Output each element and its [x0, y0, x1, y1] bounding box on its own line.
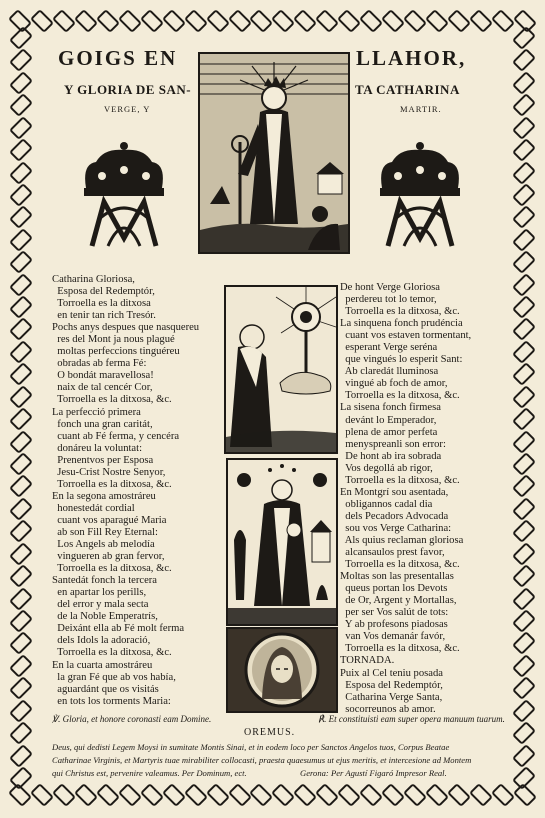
- chain-link: [381, 9, 405, 33]
- crown-icon: [78, 140, 170, 252]
- crown-icon: [374, 140, 466, 252]
- chain-link: [512, 587, 536, 611]
- chain-link: [9, 250, 33, 274]
- chain-link: [512, 474, 536, 498]
- chain-link: [512, 183, 536, 207]
- verse-line: Esposa del Redemptór,: [340, 679, 443, 691]
- verses-left-column: [52, 274, 222, 708]
- chain-link: [206, 9, 230, 33]
- chain-link: [162, 9, 186, 33]
- chain-link: [403, 9, 427, 33]
- border-left: [8, 28, 34, 788]
- chain-link: [512, 542, 536, 566]
- verse-line: obradas ab ferma Fé:: [52, 358, 147, 370]
- border-right: [511, 28, 537, 788]
- chain-link: [469, 783, 493, 807]
- chain-link: [512, 48, 536, 72]
- chain-link: [512, 138, 536, 162]
- verse-line: en apartar los perills,: [52, 587, 147, 599]
- chain-link: [271, 783, 295, 807]
- verse-line: Catharina Verge Santa,: [340, 691, 443, 703]
- chain-link: [381, 783, 405, 807]
- chain-link: [52, 783, 76, 807]
- chain-link: [9, 385, 33, 409]
- chain-link: [512, 519, 536, 543]
- chain-link: [9, 362, 33, 386]
- chain-link: [512, 295, 536, 319]
- prayer-line-2: Catharinae Virginis, et Martyris tuae mirabiliter collocasti, praesta quaesumus ut ejus meritis, et intercesione ad Montem: [52, 755, 472, 765]
- prayer-line-3: qui Christus est, pervenire valeamus. Per Dominum, ect.: [52, 768, 247, 778]
- chain-link: [425, 783, 449, 807]
- verse-line: cuant vos aparagué Maria: [52, 514, 167, 526]
- verse-line: honestedát cordial: [52, 502, 135, 514]
- chain-link: [512, 430, 536, 454]
- chain-link: [512, 250, 536, 274]
- verse-line: En Montgrí sou asentada,: [340, 486, 449, 498]
- title-right-line2: TA CATHARINA: [355, 82, 460, 97]
- verse-line: devánt lo Emperador,: [340, 414, 437, 426]
- chain-link: [512, 452, 536, 476]
- chain-link: [359, 783, 383, 807]
- chain-link: [512, 631, 536, 655]
- crown-monogram-left: [78, 140, 170, 256]
- chain-link: [512, 564, 536, 588]
- chain-link: [512, 699, 536, 723]
- verse-line: Torroella es la ditxosa, &c.: [52, 563, 172, 575]
- woodcut-virgin-and-child: [226, 458, 338, 626]
- chain-link: [512, 362, 536, 386]
- title-left-line3: VERGE, Y: [104, 104, 151, 114]
- verse-line: Santedát fonch la tercera: [52, 575, 157, 587]
- verse-line: De hont Verge Gloriosa: [340, 282, 440, 293]
- chain-link: [512, 317, 536, 341]
- chain-link: [184, 783, 208, 807]
- chain-link: [9, 71, 33, 95]
- chain-link: [9, 474, 33, 498]
- chain-link: [9, 116, 33, 140]
- chain-link: [447, 9, 471, 33]
- chain-link: [512, 385, 536, 409]
- verse-line: Torroella es la ditxosa, &c.: [340, 390, 460, 402]
- verses-right-column: [340, 282, 500, 716]
- chain-link: [74, 9, 98, 33]
- title-left-line1: GOIGS EN: [58, 46, 178, 70]
- chain-link: [293, 783, 317, 807]
- verse-line: Ab claredát lluminosa: [340, 366, 439, 378]
- verse-line: Torroella es la ditxosa, &c.: [52, 478, 172, 490]
- verse-line: aguardánt que os visitás: [52, 683, 159, 695]
- chain-link: [74, 783, 98, 807]
- chain-link: [9, 519, 33, 543]
- verse-line: de la Noble Emperatrís,: [52, 611, 158, 623]
- verse-line: Catharina Gloriosa,: [52, 274, 135, 285]
- response-right: ℟. Et constituisti eam super opera manuum tuarum.: [318, 714, 505, 724]
- verse-line: Torroella es la ditxosa, &c.: [340, 559, 460, 571]
- verse-line: dels Pecadors Advocada: [340, 510, 449, 522]
- verse-line: van Vos demanár favór,: [340, 631, 446, 643]
- verse-line: cuant ab Fé ferma, y cencéra: [52, 430, 180, 442]
- verse-line: sou vos Verge Catharina:: [340, 522, 452, 534]
- chain-link: [447, 783, 471, 807]
- verse-line: En la segona amostráreu: [52, 490, 156, 502]
- chain-link: [9, 138, 33, 162]
- chain-link: [184, 9, 208, 33]
- verse-line: Torroella es la ditxosa: [52, 298, 151, 310]
- verse-line: del error y mala secta: [52, 599, 149, 611]
- verse-line: Los Angels ab melodía: [52, 539, 155, 551]
- verse-line: alcansaulos prest favor,: [340, 547, 445, 559]
- verse-line: La sisena fonch firmesa: [340, 402, 441, 414]
- chain-link: [249, 783, 273, 807]
- printer-imprint: Gerona: Per Agustí Figaró Impresor Real.: [300, 768, 447, 778]
- chain-link: [403, 783, 427, 807]
- chain-link: [512, 116, 536, 140]
- chain-link: [512, 273, 536, 297]
- chain-link: [512, 743, 536, 767]
- verse-line: vingueren ab gran fervor,: [52, 551, 165, 563]
- verse-line: De hont ab ira sobrada: [340, 450, 442, 462]
- chain-link: [512, 766, 536, 790]
- chain-link: [512, 609, 536, 633]
- saint-catherine-illustration: [200, 54, 348, 252]
- chain-link: [228, 9, 252, 33]
- verse-line: Torroella es la ditxosa, &c.: [340, 474, 460, 486]
- verse-line: La perfecció primera: [52, 406, 141, 418]
- chain-link: [140, 9, 164, 33]
- chain-link: [512, 497, 536, 521]
- verse-line: Prenentvos per Esposa: [52, 454, 154, 466]
- verse-line: O bondát maravellosa!: [52, 370, 154, 382]
- chain-link: [9, 676, 33, 700]
- chain-link: [206, 783, 230, 807]
- chain-link: [9, 93, 33, 117]
- verse-line: per ser Vos salút de tots:: [340, 607, 449, 619]
- chain-link: [9, 654, 33, 678]
- verse-line: vingué ab foch de amor,: [340, 378, 448, 390]
- chain-link: [9, 721, 33, 745]
- verse-line: Als quius reclaman gloriosa: [340, 534, 464, 546]
- verse-line: Torroella es la ditxosa, &c.: [340, 306, 460, 318]
- title-right-line3: MARTIR.: [400, 104, 442, 114]
- chain-link: [140, 783, 164, 807]
- title-right-line1: LLAHOR,: [356, 46, 467, 70]
- chain-link: [512, 205, 536, 229]
- verse-line: queus portan los Devots: [340, 583, 448, 595]
- chain-link: [512, 93, 536, 117]
- chain-link: [9, 497, 33, 521]
- verse-line: cuant vos estaven tormentant,: [340, 330, 472, 342]
- chain-link: [359, 9, 383, 33]
- verse-line: res del Mont ja nous plagué: [52, 334, 175, 346]
- chain-link: [9, 228, 33, 252]
- verse-line: En la cuarta amostráreu: [52, 659, 153, 671]
- verse-line: Puix al Cel teniu posada: [340, 667, 443, 679]
- verse-line: la gran Fé que ab vos había,: [52, 671, 176, 683]
- verse-line: Pochs anys despues que nasquereu: [52, 322, 200, 334]
- virgin-illustration: [228, 460, 336, 624]
- crown-monogram-right: [374, 140, 466, 256]
- verse-line: Torroella es la ditxosa, &c.: [52, 394, 172, 406]
- chain-link: [9, 743, 33, 767]
- chain-link: [9, 205, 33, 229]
- chain-link: [315, 783, 339, 807]
- verse-line: Torroella es la ditxosa, &c.: [340, 643, 460, 655]
- chain-link: [512, 407, 536, 431]
- chain-link: [512, 71, 536, 95]
- chain-link: [512, 654, 536, 678]
- chain-link: [512, 721, 536, 745]
- verse-line: fonch una gran caritát,: [52, 418, 153, 430]
- chain-link: [425, 9, 449, 33]
- oremus-heading: OREMUS.: [244, 727, 296, 738]
- portrait-illustration: [228, 629, 336, 711]
- verse-line: Moltas son las presentallas: [340, 571, 454, 583]
- saint-catherine-woodcut: [198, 52, 350, 254]
- chain-link: [337, 9, 361, 33]
- verse-line: en tenir tan rich Tresór.: [52, 310, 156, 322]
- woodcut-vision-of-the-cross: [224, 285, 338, 454]
- chain-link: [293, 9, 317, 33]
- chain-link: [96, 783, 120, 807]
- chain-link: [96, 9, 120, 33]
- chain-link: [9, 295, 33, 319]
- verse-line: esperant Verge seréna: [340, 342, 438, 354]
- verse-line: donáreu la voluntat:: [52, 442, 143, 454]
- chain-link: [9, 26, 33, 50]
- chain-link: [52, 9, 76, 33]
- versicle-left: ℣. Gloria, et honore coronasti eam Domine.: [52, 714, 212, 724]
- chain-link: [9, 631, 33, 655]
- chain-link: [118, 9, 142, 33]
- chain-link: [9, 766, 33, 790]
- chain-link: [9, 542, 33, 566]
- verse-line: naix de tal cencér Cor,: [52, 382, 153, 394]
- chain-link: [271, 9, 295, 33]
- title-left-line2: Y GLORIA DE SAN-: [64, 82, 192, 97]
- chain-link: [315, 9, 339, 33]
- chain-link: [9, 340, 33, 364]
- chain-link: [9, 48, 33, 72]
- chain-link: [9, 430, 33, 454]
- chain-link: [512, 26, 536, 50]
- verse-line: menyspreanli son error:: [340, 438, 446, 450]
- chain-link: [9, 564, 33, 588]
- verse-line: en tots los torments Maria:: [52, 695, 171, 707]
- chain-link: [9, 183, 33, 207]
- verse-line: obligannos cadal dia: [340, 498, 433, 510]
- verse-line: que vingués lo esperit Sant:: [340, 354, 463, 366]
- chain-link: [9, 587, 33, 611]
- border-top: [10, 8, 535, 34]
- verse-line: moltas perfeccions tinguéreu: [52, 346, 180, 358]
- verse-line: socorreunos ab amor.: [340, 703, 436, 715]
- verse-line: Y ab profesons piadosas: [340, 619, 448, 631]
- chain-link: [228, 783, 252, 807]
- verse-line: de Or, Argent y Mortallas,: [340, 595, 457, 607]
- verse-line: ab son Fill Rey Eternal:: [52, 526, 158, 538]
- chain-link: [9, 161, 33, 185]
- verse-line: dels Idols la adoració,: [52, 635, 151, 647]
- woodcut-portrait-medallion: [226, 627, 338, 713]
- vision-illustration: [226, 287, 336, 452]
- verse-line: Esposa del Redemptór,: [52, 286, 155, 298]
- chain-link: [512, 676, 536, 700]
- chain-link: [249, 9, 273, 33]
- chain-link: [512, 340, 536, 364]
- chain-link: [9, 609, 33, 633]
- chain-link: [9, 317, 33, 341]
- chain-link: [118, 783, 142, 807]
- verse-line: perdereu tot lo temor,: [340, 294, 437, 306]
- verse-line: Jesu-Crist Nostre Senyor,: [52, 466, 166, 478]
- border-bottom: [10, 782, 535, 808]
- verse-line: Torroella es la ditxosa, &c.: [52, 647, 172, 659]
- chain-link: [337, 783, 361, 807]
- chain-link: [469, 9, 493, 33]
- chain-link: [9, 273, 33, 297]
- chain-link: [9, 407, 33, 431]
- chain-link: [512, 228, 536, 252]
- chain-link: [162, 783, 186, 807]
- chain-link: [512, 161, 536, 185]
- prayer-line-1: Deus, qui dedisti Legem Moysi in sumitate Montis Sinai, et in eodem loco per Sanctos Angelos tuos, Corpus Beatae: [52, 742, 450, 752]
- verse-line: Vos degollá ab rigor,: [340, 462, 433, 474]
- verse-line: Deixánt ella ab Fé molt ferma: [52, 623, 185, 635]
- verse-line: La sinquena fonch prudéncia: [340, 318, 463, 330]
- verse-line: plena de amor perfeta: [340, 426, 438, 438]
- verse-line: TORNADA.: [340, 655, 395, 667]
- chain-link: [9, 452, 33, 476]
- chain-link: [9, 699, 33, 723]
